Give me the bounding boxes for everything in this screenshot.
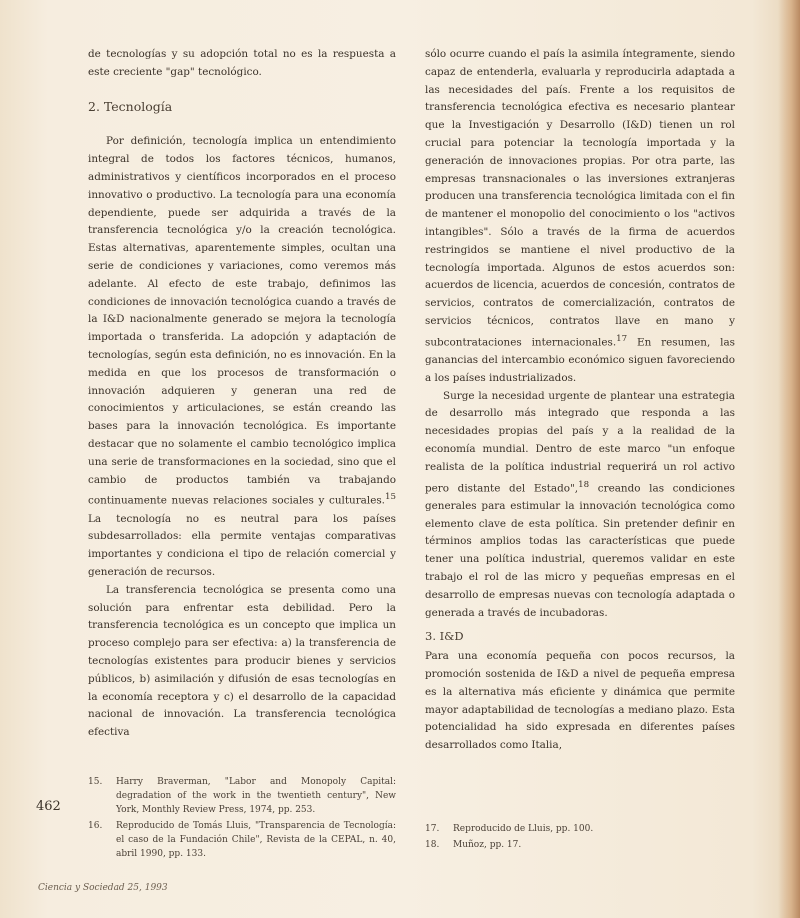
paragraph-text: La transferencia tecnológica se presenta como una solución para enfrentar esta debilidad. Pero la transferencia tecnológica es un concepto que implica un proceso complejo para ser efectiva: a) la transferencia de tecnologías existentes para producir bienes y servicios públicos, b) asimilación y difusión de esas tecnologías en la economía receptora y c) el desarrollo de la capacidad nacional de innovación. La transferencia tecnológica efectiva (88, 583, 396, 739)
paragraph-text: Por definición, tecnología implica un entendimiento integral de todos los factores técnicos, humanos, administrativos y científicos incorporados en el proceso innovativo o productivo. La tecnología para una economía dependiente, puede ser adquirida a través de la transferencia tecnológica y/o la creación tecnológica. Estas alternativas, aparentemente simples, ocultan una serie de condiciones y variaciones, como veremos más adelante. Al efecto de este trabajo, definimos las condiciones de innovación tecnológica cuando a través de la I&D nacionalmente generado se mejora la tecnología importada o transferida. La adopción y adaptación de tecnologías, según esta definición, no es innovación. En la medida en que los procesos de transformación o innovación adquieren y generan una red de conocimientos y articulaciones, se están creando las bases para la innovación tecnológica. Es importante destacar que no solamente el cambio tecnológico implica una serie de transformaciones en la sociedad, sino que el cambio de productos también va trabajando continuamente nuevas relaciones sociales y culturales. (88, 135, 396, 507)
footnote-item (88, 819, 396, 861)
section-heading-id: 3. I&D (425, 629, 464, 644)
paragraph-transferencia (88, 582, 396, 742)
footnote-item (425, 822, 725, 836)
paragraph-estrategia (425, 388, 735, 623)
page-spine-shadow (778, 0, 800, 918)
paragraph-text-tail: creando las condiciones generales para estimular la innovación tecnológica como elemento clave de esta política. Sin pretender definir en términos amplios todas las características que puede tener una política industrial, queremos validar en este trabajo el rol de las micro y pequeñas empresas en el desarrollo de empresas nuevas con tecnología adaptada o generada a través de incubadoras. (425, 482, 735, 619)
paragraph-text: Surge la necesidad urgente de plantear una estrategia de desarrollo más integrado que responda a las necesidades propias del país y a la realidad de la economía mundial. Dentro de este marco "un enfoque realista de la política industrial requerirá un rol activo pero distante del Estado", (425, 389, 735, 495)
footnote-ref-15: 15 (384, 492, 396, 503)
footnote-ref-18: 18 (578, 479, 590, 490)
paragraph-definicion (88, 133, 396, 581)
left-column (88, 46, 396, 742)
footnote-number: 15. (88, 777, 103, 787)
page-number: 462 (36, 799, 61, 814)
footnote-text: Reproducido de Tomás Lluis, "Transparencia de Tecnología: el caso de la Fundación Chile", Revista de la CEPAL, n. 40, abril 1990, pp. 133. (116, 821, 396, 859)
section-heading-tecnologia: 2. Tecnología (88, 98, 173, 114)
right-column (425, 46, 735, 755)
paragraph-asimila (425, 46, 735, 388)
paragraph-text-tail: La tecnología no es neutral para los países subdesarrollados: ella permite ventajas comparativas importantes y condiciona el tipo de relación comercial y generación de recursos. (88, 512, 396, 578)
footnote-item (425, 838, 725, 852)
continuation-paragraph: de tecnologías y su adopción total no es la respuesta a este creciente "gap" tecnológico. (88, 48, 396, 78)
footnote-text: Harry Braverman, "Labor and Monopoly Capital: degradation of the work in the twentieth century", New York, Monthly Review Press, 1974, pp. 253. (116, 777, 396, 815)
paragraph-text: sólo ocurre cuando el país la asimila íntegramente, siendo capaz de entenderla, evaluarla y reproducirla adaptada a las necesidades del país. Frente a los requisitos de transferencia tecnológica efectiva es necesario plantear que la Investigación y Desarrollo (I&D) tienen un rol crucial para potenciar la tecnología importada y la generación de innovaciones propias. Por otra parte, las empresas transnacionales o las inversiones extranjeras producen una transferencia tecnológica limitada con el fin de mantener el monopolio del conocimiento o los "activos intangibles". Sólo a través de la firma de acuerdos restringidos se mantiene el nivel productivo de la tecnología importada. Algunos de estos acuerdos son: acuerdos de licencia, acuerdos de concesión, contratos de servicios, contratos de comercialización, contratos de servicios técnicos, contratos llave en mano y subcontrataciones internacionales. (425, 48, 735, 349)
journal-footer: Ciencia y Sociedad 25, 1993 (38, 883, 168, 893)
footnote-number: 17. (425, 824, 440, 834)
footnote-text: Muñoz, pp. 17. (453, 840, 522, 850)
footnote-number: 18. (425, 840, 440, 850)
paragraph-id: Para una economía pequeña con pocos recursos, la promoción sostenida de I&D a nivel de pequeña empresa es la alternativa más eficiente y dinámica que permite mayor adaptabilidad de tecnologías a mediano plazo. Esta potencialidad ha sido expresada en diferentes países desarrollados como Italia, (425, 650, 735, 752)
paragraph-text-tail: En resumen, las ganancias del intercambio económico siguen favoreciendo a los países industrializados. (425, 336, 735, 384)
footnote-ref-17: 17 (616, 333, 628, 344)
footnote-text: Reproducido de Lluis, pp. 100. (453, 824, 594, 834)
footnotes-left (88, 775, 396, 863)
footnotes-right (425, 822, 725, 854)
footnote-item (88, 775, 396, 817)
footnote-number: 16. (88, 821, 103, 831)
